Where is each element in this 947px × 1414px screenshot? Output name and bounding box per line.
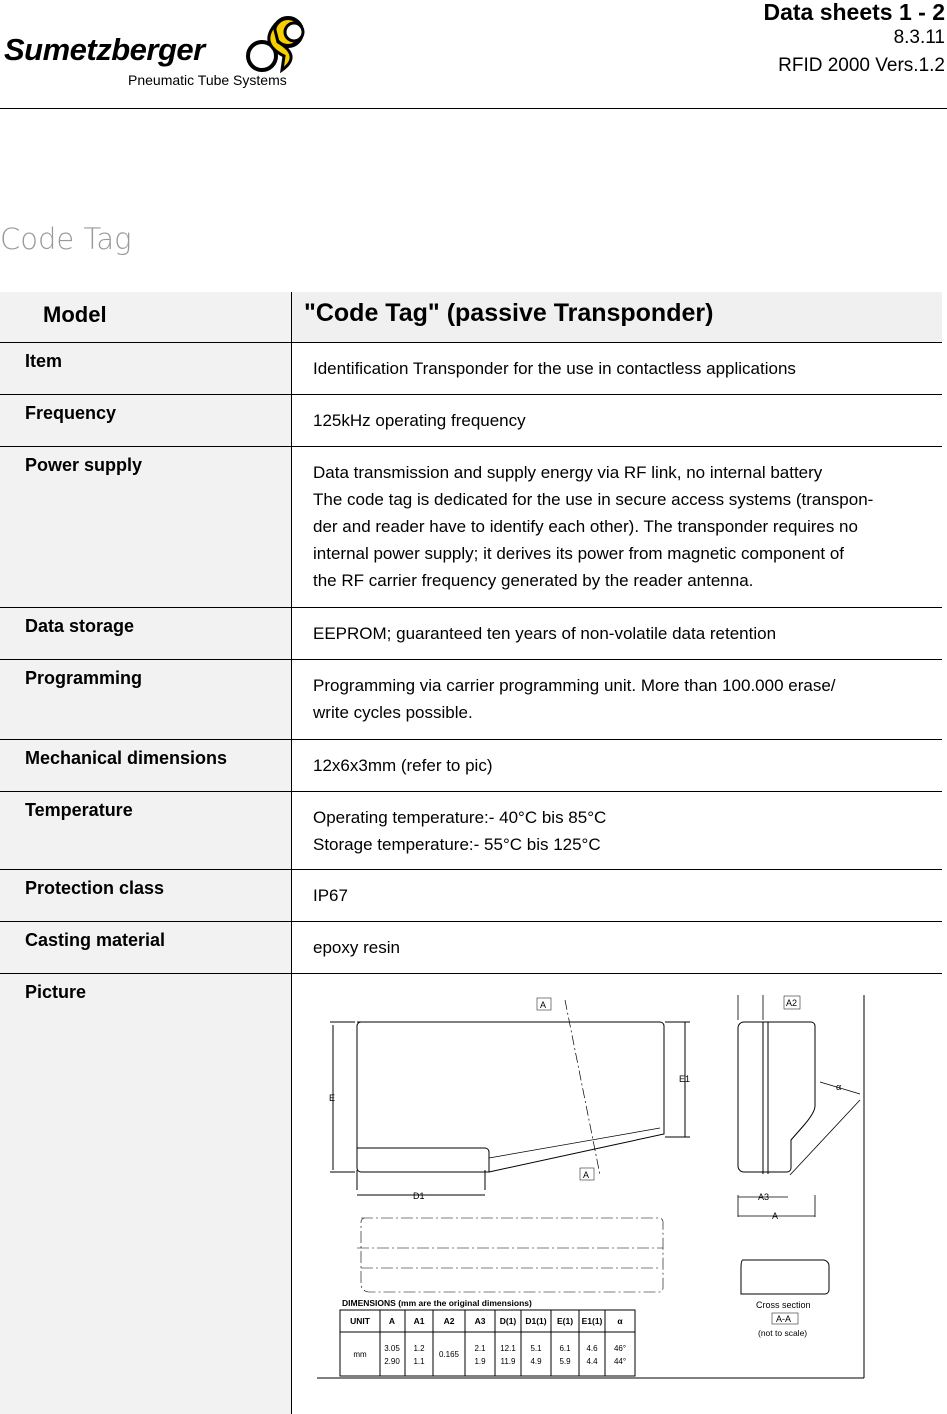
table-row xyxy=(0,395,942,447)
header-section: 8.3.11 xyxy=(893,27,945,48)
dimensions-title: DIMENSIONS (mm are the original dimensions) xyxy=(342,1298,532,1308)
dimension-cell: A3 xyxy=(474,1316,486,1326)
row-value-line: Programming via carrier programming unit. More than 100.000 erase/ xyxy=(313,676,836,695)
table-row xyxy=(0,343,942,395)
page-title: Code Tag xyxy=(0,222,132,256)
table-row xyxy=(0,922,942,974)
row-value-line: The code tag is dedicated for the use in secure access systems (transpon- xyxy=(313,490,874,509)
row-label: Data storage xyxy=(0,608,292,659)
label-e: E xyxy=(329,1093,336,1103)
row-label: Programming xyxy=(0,660,292,739)
table-row xyxy=(0,792,942,870)
row-value xyxy=(292,922,942,973)
dimension-cell: mm xyxy=(353,1350,367,1359)
row-value-line: 125kHz operating frequency xyxy=(313,411,526,430)
row-value xyxy=(292,870,942,921)
dimension-cell: 3.05 xyxy=(384,1344,400,1353)
dimension-cell: 1.9 xyxy=(474,1357,486,1366)
row-label: Item xyxy=(0,343,292,394)
dimension-cell: 4.9 xyxy=(530,1357,542,1366)
row-value-line: Identification Transponder for the use in contactless applications xyxy=(313,359,796,378)
technical-drawing xyxy=(315,990,870,1385)
row-label: Mechanical dimensions xyxy=(0,740,292,791)
table-row xyxy=(0,447,942,608)
row-value-line: Storage temperature:- 55°C bis 125°C xyxy=(313,835,601,854)
row-value-line: epoxy resin xyxy=(313,938,400,957)
header-version: RFID 2000 Vers.1.2 xyxy=(778,55,945,76)
dimension-cell: UNIT xyxy=(350,1316,370,1326)
company-logo xyxy=(2,14,312,94)
dimension-cell: 2.90 xyxy=(384,1357,400,1366)
table-row xyxy=(0,660,942,740)
label-aa: A-A xyxy=(776,1314,792,1324)
dimension-cell: 4.4 xyxy=(586,1357,598,1366)
logo-brand: Sumetzberger xyxy=(4,32,205,67)
dimension-cell: E1(1) xyxy=(581,1316,603,1326)
label-e1: E1 xyxy=(679,1074,691,1084)
dimension-cell: D(1) xyxy=(499,1316,517,1326)
row-value-line: the RF carrier frequency generated by the reader antenna. xyxy=(313,571,754,590)
dimension-cell: α xyxy=(617,1316,623,1326)
row-label: Picture xyxy=(0,974,292,1414)
document-header xyxy=(763,0,945,80)
dimension-cell: 2.1 xyxy=(474,1344,486,1353)
dimension-cell: 5.9 xyxy=(559,1357,571,1366)
logo-mark-icon xyxy=(242,16,312,74)
label-not-to-scale: (not to scale) xyxy=(758,1328,808,1338)
row-value xyxy=(292,740,942,791)
label-a-bottom: A xyxy=(583,1170,590,1180)
row-value xyxy=(292,660,942,739)
table-row xyxy=(0,608,942,660)
dimension-cell: 46° xyxy=(613,1344,627,1353)
dimension-cell: D1(1) xyxy=(525,1316,547,1326)
header-value: "Code Tag" (passive Transponder) xyxy=(304,299,714,327)
dimension-cell: 44° xyxy=(613,1357,627,1366)
table-header-row xyxy=(0,292,942,343)
row-value xyxy=(292,343,942,394)
label-alpha: α xyxy=(836,1082,842,1092)
table-row xyxy=(0,740,942,792)
row-value-line: write cycles possible. xyxy=(313,703,473,722)
header-divider xyxy=(0,108,947,109)
dimension-cell: 1.2 xyxy=(413,1344,425,1353)
row-label: Protection class xyxy=(0,870,292,921)
row-value xyxy=(292,447,942,607)
dimension-cell: 12.1 xyxy=(500,1344,516,1353)
label-a-side: A xyxy=(772,1211,779,1221)
row-label: Power supply xyxy=(0,447,292,607)
row-value-line: 12x6x3mm (refer to pic) xyxy=(313,756,493,775)
dimension-cell: 1.1 xyxy=(413,1357,425,1366)
dimension-cell: 0.165 xyxy=(438,1350,460,1359)
row-value-line: IP67 xyxy=(313,886,348,905)
dimension-cell: 5.1 xyxy=(530,1344,542,1353)
row-value-line: EEPROM; guaranteed ten years of non-volatile data retention xyxy=(313,624,777,643)
row-value xyxy=(292,395,942,446)
row-value-line: Data transmission and supply energy via RF link, no internal battery xyxy=(313,463,823,482)
row-label: Casting material xyxy=(0,922,292,973)
row-value-line: der and reader have to identify each other). The transponder requires no xyxy=(313,517,858,536)
logo-tagline: Pneumatic Tube Systems xyxy=(128,72,287,88)
row-label: Temperature xyxy=(0,792,292,869)
dimension-cell: E(1) xyxy=(556,1316,574,1326)
label-a3: A3 xyxy=(758,1192,770,1202)
label-cross-section: Cross section xyxy=(756,1300,811,1310)
dimension-cell: 11.9 xyxy=(500,1357,516,1366)
row-value xyxy=(292,608,942,659)
dimension-cell: 6.1 xyxy=(559,1344,571,1353)
header-key: Model xyxy=(0,292,292,342)
dimension-cell: A1 xyxy=(413,1316,425,1326)
label-a-top: A xyxy=(540,1000,547,1010)
label-d1: D1 xyxy=(413,1191,425,1201)
dimension-cell: A2 xyxy=(443,1316,455,1326)
dimension-cell: A xyxy=(388,1316,396,1326)
row-value-line: Operating temperature:- 40°C bis 85°C xyxy=(313,808,607,827)
header-title: Data sheets 1 - 2 xyxy=(763,0,945,25)
row-value xyxy=(292,792,942,869)
label-a2: A2 xyxy=(786,998,798,1008)
row-label: Frequency xyxy=(0,395,292,446)
row-value-line: internal power supply; it derives its power from magnetic component of xyxy=(313,544,845,563)
dimension-cell: 4.6 xyxy=(586,1344,598,1353)
table-row xyxy=(0,870,942,922)
